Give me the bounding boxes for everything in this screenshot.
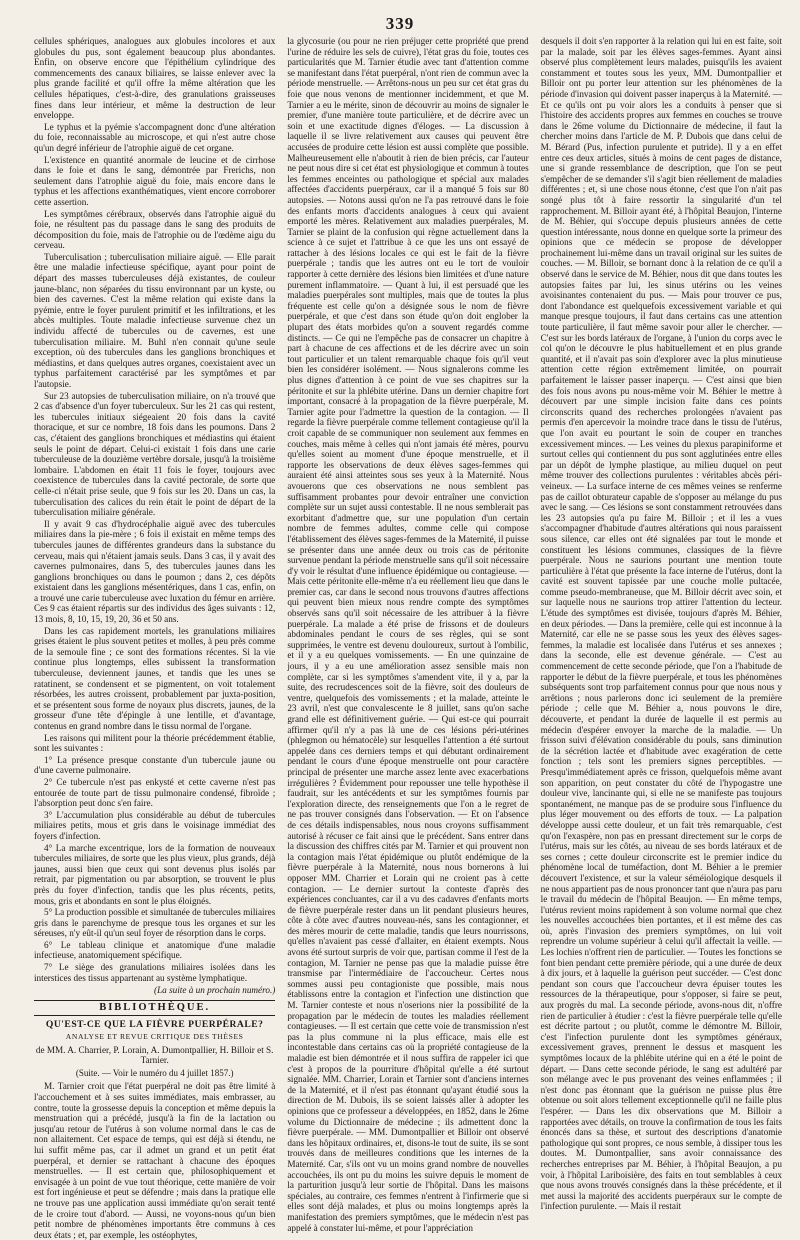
paragraph: la glycosurie (ou pour ne rien préjuger cette propriété que prend l'urine de réduire les sels de cuivre), l'état gras du foie, toutes ces particularités que M. Tarnier étudie avec tant d'attention comme se manifestant dans l'état puerpéral, n'ont rien de commun avec la période menstruelle. — Arrêtons-nous un peu sur cet état gras du foie que nous venons de mentionner incidemment, et que M. Tarnier a eu le mérite, sinon de découvrir au moins de signaler le premier, d'une manière toute particulière, et de décrire avec un soin et une exactitude dignes d'éloges. — La discussion à laquelle il se livre relativement aux causes qui peuvent être accusées de produire cette lésion est aussi complète que possible. Malheureusement elle n'aboutit à rien de bien précis, car l'auteur ne peut nous dire si cet état est physiologique et commun à toutes les femmes enceintes ou pathologique et spécial aux malades affectées d'accidents puerpéraux, car il a manqué 5 fois sur 80 autopsies. — Notons aussi qu'on ne l'a pas retrouvé dans le foie des enfants morts d'accidents analogues à ceux qui avaient emporté les mères. Relativement aux maladies puerpérales, M. Tarnier se plaint de la confusion qui règne actuellement dans la science à ce sujet et l'attribue à ce que les uns ont essayé de rattacher à des lésions locales ce qui est le fait de la fièvre puerpérale ; tandis que les autres ont eu le tort de vouloir rapporter à cette dernière des lésions bien limitées et d'une nature purement inflammatoire. — Quant à lui, il est persuadé que les maladies puerpérales sont multiples, mais que de toutes la plus fréquente est celle qu'on a désignée sous le nom de fièvre puerpérale, et que c'est dans son étude qu'on doit englober la plupart des états morbides qu'on a souvent regardés comme distincts. — Ce qui ne l'empêche pas de consacrer un chapitre à part à chacune de ces affections et de les décrire avec un soin tout particulier et un talent remarquable chaque fois qu'il veut bien les considérer isolément. — Nous signalerons comme les plus dignes d'attention à ce point de vue ses chapitres sur la péritonite et sur la phlébite utérine. Dans un dernier chapitre fort important, consacré à la propagation de la fièvre puerpérale, M. Tarnier agite pour l'admettre la question de la contagion. — Il regarde la fièvre puerpérale comme tellement contagieuse qu'il la croit capable de se communiquer non seulement aux femmes en couches, mais même à celles qui n'ont jamais été mères, pourvu qu'elles soient au moment d'une époque menstruelle, et il rapporte les observations de deux élèves sages-femmes qui auraient été ainsi atteintes sous ses yeux à la Maternité. Nous avouerons que ces observations ne nous semblent pas suffisamment probantes pour devoir entraîner une conviction complète sur un sujet aussi contestable. Il ne nous semblerait pas exorbitant d'admettre que, sur une population d'un certain nombre de femmes adultes, comme celle qui compose l'établissement des élèves sages-femmes de la Maternité, il puisse se présenter dans une année deux ou trois cas de péritonite survenue pendant la période menstruelle sans qu'il soit nécessaire d'y voir le résultat d'une influence épidémique ou contagieuse. — Mais cette péritonite elle-même n'a eu réellement lieu que dans le premier cas, car dans le second nous trouvons d'autres affections qui peuvent bien mieux nous rendre compte des symptômes observés sans qu'il soit nécessaire de les attribuer à la fièvre puerpérale. La malade a été prise de frissons et de douleurs abdominales pendant le cours de ses règles, qui se sont supprimées, le ventre est devenu douloureux, surtout à l'ombilic, et il y a eu quelques vomissements. — En une quinzaine de jours, il y a eu une amélioration assez sensible mais non complète, car si les symptômes s'amendent vite, il y a, par la suite, des recrudescences soit de la fièvre, soit des douleurs de ventre, quelquefois des vomissements ; et la malade, atteinte le 23 avril, n'est que convalescente le 8 juillet, sans qu'on sache grand elle est définitivement guérie. — Qui est-ce qui pourrait affirmer qu'il n'y a pas là une de ces lésions péri-utérines (phlegmon ou hématocèle) sur lesquelles l'attention a été surtout appelée dans ces derniers temps et qui débutant ordinairement pendant le cours d'une époque menstruelle ont pour caractère principal de présenter une marche assez lente avec exacerbations irrégulières ? Évidemment pour repousser une telle hypothèse il faudrait, sur les antécédents et sur les symptômes fournis par l'exploration directe, des renseignements que l'on a le regret de ne pas trouver consignés dans l'observation. — Et on l'absence de ces détails indispensables, nous nous croyons suffisamment autorisé à récuser ce fait ainsi que le précédent. Sans entrer dans la discussion des chiffres cités par M. Tarnier et qui prouvent non la contagion mais l'état épidémique ou plutôt endémique de la fièvre puerpérale à la Maternité, nous nous bornerons à lui opposer MM. Charrier et Lorain qui ne croient pas à cette contagion. — Le dernier surtout la conteste d'après des expériences concluantes, car il a vu des cadavres d'enfants morts de fièvre puerpérale rester dans un lit pendant plusieurs heures, côte à côte avec d'autres nouveau-nés, sans les contagionner, et des mères mourir de cette maladie, tandis que leurs nourrissons, qu'elles n'avaient pas cessé d'allaiter, en étaient exempts. Nous avons été surtout surpris de voir que, partisan comme il l'est de la contagion, M. Tarnier ne pense pas que la maladie puisse être transmise par l'intermédiaire de l'accoucheur. Certes nous sommes aussi peu contagioniste que possible, mais nous établissons entre la contagion et l'infection une distinction que M. Tarnier conteste et nous n'oserions nier la possibilité de la propagation par le médecin de toutes les maladies réellement contagieuses. — Il est certain que cette voie de transmission n'est pas la plus commune ni la plus efficace, mais elle est incontestable dans certains cas où la propriété contagieuse de la maladie est bien démontrée et il nous suffira de rappeler ici que c'est à propos de la pourriture d'hôpital qu'elle a été surtout signalée. MM. Charrier, Lorain et Tarnier sont d'anciens internes de la Maternité, et il n'est pas étonnant qu'ayant étudié sous la direction de M. Dubois, ils se soient laissés aller à adopter les opinions que ce professeur a développées, en 1852, dans le 26me volume du Dictionnaire de médecine ; ils admettent donc la fièvre puerpérale. — MM. Dumontpallier et Billoir ont observé dans les hôpitaux ordinaires, et, disons-le tout de suite, ils se sont trouvés dans de meilleures conditions que les internes de la Maternité. Car, s'ils ont vu un moins grand nombre de nouvelles accouchées, ils ont pu du moins les suivre depuis le moment de la parturition jusqu'à leur sortie de l'hôpital. Dans les maisons spéciales, au contraire, ces femmes n'entrent à l'infirmerie que si elles sont déjà malades, et plus ou moins longtemps après la manifestation des premiers symptômes, que le médecin n'est pas appelé à constater lui-même, et pour l'appréciation — [287, 36, 529, 1233]
paragraph: 2° Ce tubercule n'est pas enkysté et cette caverne n'est pas entourée de toute part de tissu pulmonaire condensé, fibroïde ; l'absorption peut donc s'en faire. — [34, 776, 276, 809]
continued-note: (La suite à un prochain numéro.) — [154, 985, 276, 996]
paragraph: 5° La production possible et simultanée de tubercules miliaires gris dans le parenchyme de presque tous les organes et sur les séreuses, n'y eût-il qu'un seul foyer de résorption dans le corps. — [34, 907, 276, 939]
paragraph: 1° La présence presque constante d'un tubercule jaune ou d'une caverne pulmonaire. — [34, 754, 276, 776]
article-subtitle: ANALYSE ET REVUE CRITIQUE DES THÈSES — [65, 1032, 244, 1042]
paragraph: 4° La marche excentrique, lors de la formation de nouveaux tubercules miliaires, de sorte que les plus vieux, plus grands, déjà jaunes, aussi bien que ceux qui sont devenus plus isolés par retrait, par pigmentation ou par absorption, se trouvent le plus près du foyer d'infection, tandis que les plus récents, petits, mous, gris et abondants en sont le plus éloignés. — [34, 842, 276, 906]
paragraph: 7° Le siège des granulations miliaires isolées dans les interstices des tissus appartenant au système lymphatique. — [34, 962, 276, 983]
page-number: 339 — [385, 14, 415, 33]
section-heading-bibliotheque: BIBLIOTHÈQUE. — [34, 1000, 275, 1017]
paragraph: Sur 23 autopsies de tuberculisation miliaire, on n'a trouvé que 2 cas d'absence d'un foyer tuberculeux. Sur les 21 cas qui restent, les tubercules initiaux siégeaient 20 fois dans la cavité thoracique, et sur ce nombre, 18 fois dans les poumons. Dans 2 cas, c'étaient des ganglions bronchiques et médiastins qui étaient seuls le point de départ. Celui-ci existait 1 fois dans une carie tuberculeuse de la douzième vertèbre dorsale, jusqu'à la troisième lombaire. L'abdomen en était 11 fois le foyer, toujours avec coexistence de tubercules dans la cavité pectorale, de sorte que celle-ci n'était prise seule, que 9 fois sur les 20. Dans un cas, la tuberculisation des calices du rein était le point de départ de la tuberculisation miliaire générale. — [34, 390, 276, 518]
paragraph: 6° Le tableau clinique et anatomique d'une maladie infectieuse, anatomiquement spécifique. — [34, 939, 276, 961]
column-2 — [287, 36, 528, 1240]
article-continuation-note: (Suite. — Voir le numéro du 4 juillet 1857.) — [75, 1067, 234, 1078]
paragraph: Les symptômes cérébraux, observés dans l'atrophie aiguë du foie, ne résultent pas du passage dans le sang des produits de décomposition du foie, mais de l'atrophie ou de l'œdème aigu du cerveau. — [34, 208, 276, 251]
paragraph: Les raisons qui militent pour la théorie précédemment établie, sont les suivantes : — [34, 732, 276, 754]
paragraph: desquels il doit s'en rapporter à la relation qui lui en est faite, soit par la malade, soit par les élèves sages-femmes. Ayant ainsi observé plus complètement leurs malades, puisqu'ils les avaient constamment et toutes sous les yeux, MM. Dumontpallier et Billoir ont pu porter leur attention sur les phénomènes de la période d'invasion qui doivent passer inaperçus à la Maternité. — Et ce qu'ils ont pu voir alors les a conduits à penser que si l'histoire des accidents propres aux femmes en couches se trouve dans le 26me volume du Dictionnaire de médecine, il faut la chercher moins dans l'article de M. P. Dubois que dans celui de M. Bérard (Pus, infection purulente et putride). Il y a en effet entre ces deux articles, situés à moins de cent pages de distance, une si grande ressemblance de description, que l'on se peut s'empêcher de se demander s'il s'agit bien réellement de maladies différentes ; et, si une chose nous étonne, c'est que l'on n'ait pas songé plus tôt à faire ressortir la singularité d'un tel rapprochement. M. Billoir ayant été, à l'hôpital Beaujon, l'interne de M. Béhier, qui s'occupe depuis plusieurs années de cette question intéressante, nous donne en quelque sorte la primeur des opinions que ce médecin se propose de développer prochainement lui-même dans un travail original sur les suites de couches. — M. Billoir, se bornant donc à la relation de ce qu'il a observé dans le service de M. Béhier, nous dit que dans toutes les autopsies faites par lui, les sinus utérins ou les veines avoisinantes contenaient du pus. — Mais pour trouver ce pus, dont l'abondance est quelquefois excessivement variable et qui manque presque toujours, il faut dans certains cas une attention toute particulière, il faut même savoir pour aller le chercher. — C'est sur les bords latéraux de l'organe, à l'union du corps avec le col qu'on le découvre le plus habituellement et en plus grande quantité, et il n'avait pas soin d'explorer avec la plus minutieuse attention cette région extrêmement limitée, on pourrait parfaitement le laisser passer inaperçu. — C'est ainsi que bien des fois nous avons pu nous-même voir M. Béhier le mettre à découvert par une simple incision faite dans ces points circonscrits quand des recherches prolongées n'avaient pas permis d'en apercevoir la moindre trace dans le tissu de l'utérus, que l'on avait eu pourtant le soin de couper en tranches excessivement minces. — Les veines du plexus parapiniforme et surtout celles qui contiennent du pus sont agglutinées entre elles par un dépôt de lymphe plastique, au milieu duquel on peut même trouver des collections purulentes : véritables abcès péri-veineux. — La surface interne de ces mêmes veines se renferme pas de caillot obturateur capable de s'opposer au mélange du pus avec le sang. — Ces lésions se sont constamment retrouvées dans les 23 autopsies qu'a pu faire M. Billoir ; et il les a vues s'accompagner d'habitude d'autres altérations qui nous paraissent sous silence, car elles ont été signalées par tout le monde et constituent les lésions communes, classiques de la fièvre puerpérale. Nous ne saurions pourtant une mention toute particulière à l'état que présente la face interne de l'utérus, dont la cavité est souvent tapissée par une couche molle pultacée, comme pseudo-membraneuse, que M. Billoir décrit avec soin, et sur laquelle nous ne saurions trop attirer l'attention du lecteur. L'étude des symptômes est divisée, toujours d'après M. Béhier, en deux périodes. — Dans la première, celle qui est inconnue à la Maternité, car elle ne se passe sous les yeux des élèves sages-femmes, la maladie est localisée dans l'utérus et ses annexes ; dans la seconde, elle est devenue générale. — C'est au commencement de cette seconde période, que l'on a l'habitude de rapporter le début de la fièvre puerpérale, et tous les phénomènes subséquents sont trop parfaitement connus pour que nous nous y arrêtions ; nous parlerons donc ici seulement de la première période ; celle que M. Béhier a, nous pouvons le dire, découverte, et pendant la durée de laquelle il est permis au médecin d'espérer envoyer la marche de la maladie. — Un frisson suivi d'élévation considérable du pouls, sans diminution de la sécrétion lactée et d'habitude avec exagération de cette fonction ; tels sont les premiers signes perceptibles. — Presqu'immédiatement après ce frisson, quelquefois même avant son apparition, on peut constater du côté de l'hypogastre une douleur vive, lancinante qui, si elle ne se manifeste pas toujours spontanément, ne manque pas de se produire sous l'influence du plus léger mouvement ou des efforts de toux. — La palpation développe aussi cette douleur, et un fait très remarquable, c'est qu'on l'exaspère, non pas en pressant directement sur le corps de l'utérus, mais sur les côtés, au niveau de ses bords latéraux et de ses cornes ; cette douleur circonscrite est le premier indice du phénomène local de tuméfaction, dont M. Béhier a le premier découvert l'existence, et sur la valeur séméiologique desquels il ne nous appartient pas de nous prononcer tant que n'aura pas paru le travail du médecin de l'hôpital Beaujon. — En même temps, l'utérus revient moins rapidement à son volume normal que chez les nouvelles accouchées bien portantes, et il est même des cas où, après l'invasion des premiers symptômes, on lui voit reprendre un volume supérieur à celui qu'il affectait la veille. — Les lochies n'offrent rien de particulier. — Toutes les fonctions se font bien pendant cette première période, qui a une durée de deux à dix jours, et à laquelle la guérison peut succéder. — C'est donc pendant son cours que l'accoucheur devra épuiser toutes les ressources de la thérapeutique, pour s'opposer, si faire se peut, aux progrès du mal. La seconde période, avons-nous dit, n'offre rien de particulier à étudier : c'est la fièvre puerpérale telle qu'elle est décrite partout ; ou plutôt, comme le démontre M. Billoir, c'est l'infection purulente dont les symptômes généraux, excessivement graves, prennent le dessus et masquent les symptômes locaux de la phlébite utérine qui en a été le point de départ. — Dans cette seconde période, le sang est adultéré par son mélange avec le pus provenant des veines enflammées ; il n'est donc pas étonnant que la guérison ne puisse plus être obtenue ou soit alors tellement exceptionnelle qu'il ne faille plus l'espérer. — Dans les dix observations que M. Billoir a rapportées avec détails, on trouve la confirmation de tous les faits énoncés dans sa thèse, et surtout des descriptions d'anatomie pathologique qui sont propres, ce nous semble, à dissiper tous les doutes. M. Dumontpallier, sans avoir connaissance des recherches entreprises par M. Béhier, à l'hôpital Beaujon, a pu voir, à l'hôpital Lariboisière, des faits en tout semblables à ceux que nous avons trouvés consignés dans la thèse précédente, et il met aussi la majorité des accidents puerpéraux sur le compte de l'infection purulente. — Mais il restait — [540, 36, 782, 1212]
paragraph: 3° L'accumulation plus considérable au début de tubercules miliaires petits, mous et gris dans le voisinage immédiat des foyers d'infection. — [34, 809, 276, 841]
paragraph: Tuberculisation ; tuberculisation miliaire aiguë. — Elle parait être une maladie infectieuse spécifique, ayant pour point de départ des masses tuberculeuses déjà existantes, de couleur jaune-blanc, non séparées du tissu environnant par un kyste, ou bien des cavernes. C'est la même relation qui existe dans la pyémie, entre le foyer purulent primitif et les infiltrations, et les abcès multiples. Toute maladie infectieuse survenue chez un individu affecté de tubercules ou de cavernes, est une tuberculisation miliaire. M. Buhl n'en connait qu'une seule exception, où des tubercules dans les ganglions bronchiques et médiastins, et dans quelques autres organes, coexistaient avec un typhus parfaitement caractérisé par les symptômes et par l'autopsie. — [34, 251, 276, 389]
paragraph: cellules sphériques, analogues aux globules incolores et aux globules du pus, sont également beaucoup plus abondantes. Enfin, on observe encore que l'épithélium cylindrique des commencements des canaux biliaires, se laisse enlever avec la plus grande facilité et qu'il offre la même altération que les cellules hépatiques, c'est-à-dire, des granulations graisseuses fines dans leur intérieur, et même la destruction de leur enveloppe. — [34, 36, 276, 121]
article-title: QU'EST-CE QUE LA FIÈVRE PUERPÉRALE? — [45, 1019, 264, 1031]
paragraph: L'existence en quantité anormale de leucine et de cirrhose dans le foie et dans le sang, démontrée par Frerichs, non seulement dans l'atrophie aiguë du foie, mais encore dans le typhus et les affections exanthématiques, vient encore corroborer cette assertion. — [34, 154, 276, 207]
paragraph: Il y avait 9 cas d'hydrocéphalie aiguë avec des tubercules miliaires dans la pie-mère ; 6 fois il existait en même temps des tubercules jaunes de différentes grandeurs dans la substance du cerveau, mais qui n'étaient jamais seuls. Dans 3 cas, il y avait des cavernes pulmonaires, dans 5, des tubercules jaunes dans les ganglions bronchiques ou dans le poumon ; dans 2, ces dépôts existaient dans les ganglions mésentériques, dans 1 cas, enfin, on a trouvé une carie tuberculeuse avec luxation du fémur en arrière. Ces 9 cas étaient répartis sur des individus des âges suivants : 12, 13 mois, 8, 10, 15, 19, 20, 36 et 50 ans. — [34, 518, 276, 625]
text-columns — [34, 36, 782, 1240]
paragraph: M. Tarnier croit que l'état puerpéral ne doit pas être limité à l'accouchement et à ses suites immédiates, mais embrasser, au contre, toute la grossesse depuis la conception et même depuis la menstruation qui a précédé, jusqu'à la fin de la lactation ou jusqu'au retour de l'utérus à son volume normal dans le cas de non allaitement. Cet espace de temps, qui est déjà si étendu, ne lui suffit même pas, car il admet un grand et un petit état puerpéral, et dernier se rattachant à chacune des époques menstruelles. — Il est certain que, philosophiquement et envisagée à un point de vue tout théorique, cette manière de voir est fort ingénieuse et peut se défendre ; mais dans la pratique elle ne trouve pas une application aussi immédiate qu'on serait tenté de le croire tout d'abord. — Aussi, ne voyons-nous qu'un bien petit nombre de phénomènes importants être communs à ces deux états ; et, par exemple, les ostéophytes, — [34, 1081, 276, 1240]
paragraph: Le typhus et la pyémie s'accompagnent donc d'une altération du foie, reconnaissable au microscope, et qui n'est autre chose qu'un degré inférieur de l'atrophie aiguë de cet organe. — [34, 121, 276, 153]
article-authors: de MM. A. Charrier, P. Lorain, A. Dumontpallier, H. Billoir et S. Tarnier. — [35, 1044, 274, 1066]
paragraph: Dans les cas rapidement mortels, les granulations miliaires grises étaient le plus souvent petites et molles, à peu près comme de la semoule fine ; ce sont des formations récentes. Si la vie continue plus longtemps, elles subissent la transformation tuberculeuse, deviennent jaunes, et tandis que les unes se ratatinent, se condensent et se pigmentent, on voit totalement résorbées, les autres croissent, probablement par juxta-position, et se présentent sous forme de noyaux plus discrets, jaunes, de la grosseur d'une tête d'épingle à une lentille, et d'avantage, contenus en grand nombre dans le tissu normal de l'organe. — [34, 625, 276, 731]
column-3 — [541, 36, 782, 1240]
column-1 — [34, 36, 275, 1240]
